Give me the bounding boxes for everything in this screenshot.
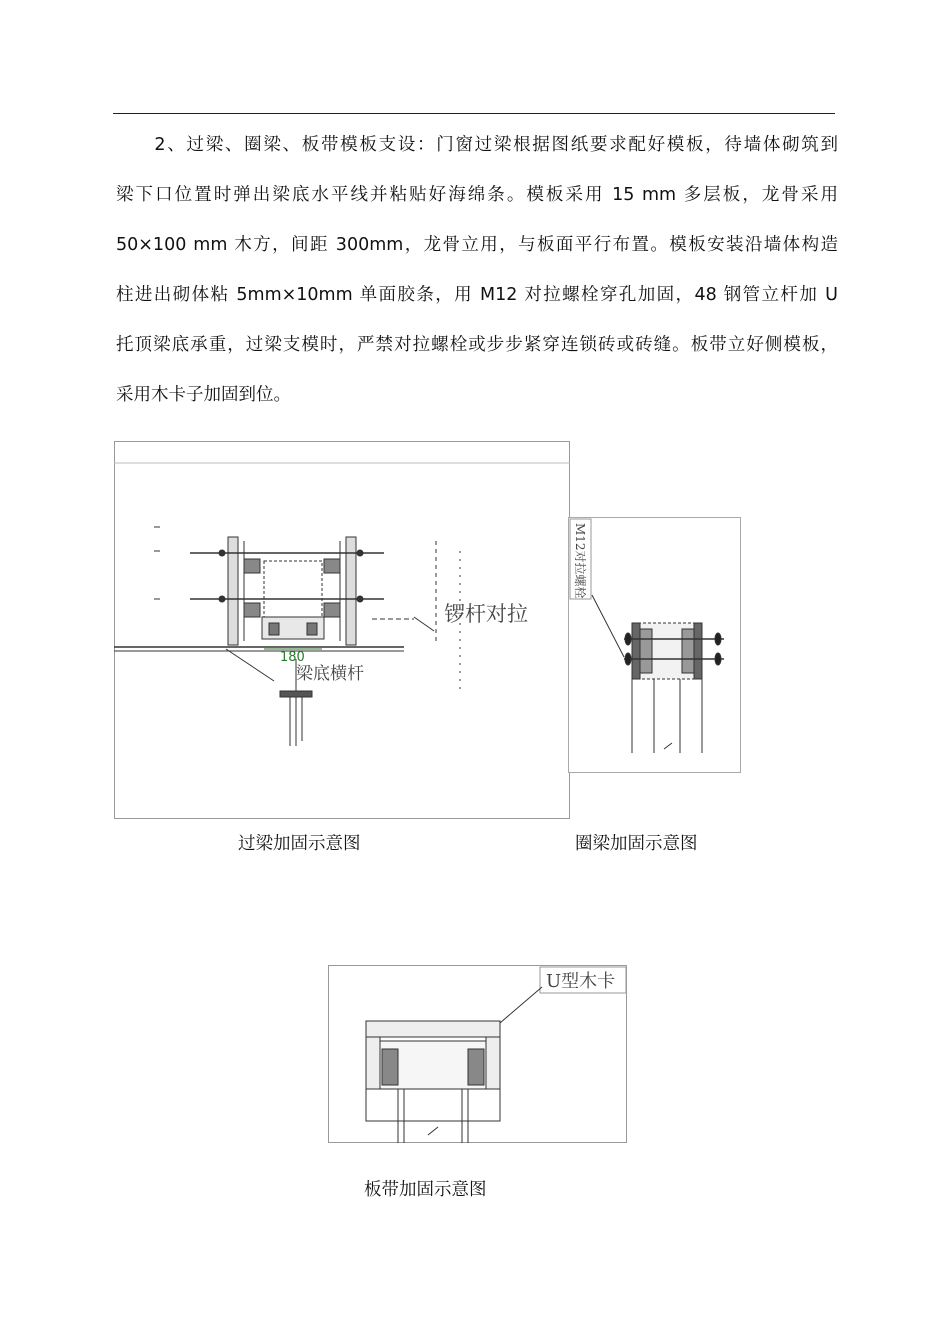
label-bottom: 梁底横杆 bbox=[296, 664, 364, 684]
paragraph-line: 2、过梁、圈梁、板带模板支设：门窗过梁根据图纸要求配好模板，待墙体砌筑到 bbox=[116, 135, 838, 155]
label-clip: U型木卡 bbox=[546, 971, 616, 992]
label-rod: 锣杆对拉 bbox=[444, 602, 528, 626]
header-rule bbox=[113, 113, 835, 114]
caption-slab-band: 板带加固示意图 bbox=[364, 1180, 487, 1200]
ring-beam-diagram bbox=[568, 517, 741, 773]
slab-band-diagram bbox=[328, 965, 627, 1143]
label-dim: 180 bbox=[280, 650, 305, 665]
paragraph-line: 50×100 mm 木方，间距 300mm，龙骨立用，与板面平行布置。模板安装沿墙体构造 bbox=[116, 235, 838, 255]
lintel-diagram bbox=[114, 441, 570, 819]
caption-lintel: 过梁加固示意图 bbox=[238, 834, 361, 854]
lintel-drawing bbox=[114, 441, 570, 819]
paragraph-line: 采用木卡子加固到位。 bbox=[116, 385, 291, 405]
slab-band-drawing bbox=[328, 965, 627, 1143]
ring-beam-drawing bbox=[568, 517, 741, 773]
label-bolt: M12对拉螺栓 bbox=[573, 523, 587, 599]
paragraph-line: 托顶梁底承重，过梁支模时，严禁对拉螺栓或步步紧穿连锁砖或砖缝。板带立好侧模板， bbox=[116, 335, 838, 355]
body-paragraph bbox=[116, 120, 838, 420]
paragraph-line: 柱进出砌体粘 5mm×10mm 单面胶条，用 M12 对拉螺栓穿孔加固，48 钢管立杆加 U bbox=[116, 285, 838, 305]
caption-ring-beam: 圈梁加固示意图 bbox=[575, 834, 698, 854]
paragraph-line: 梁下口位置时弹出梁底水平线并粘贴好海绵条。模板采用 15 mm 多层板，龙骨采用 bbox=[116, 185, 838, 205]
